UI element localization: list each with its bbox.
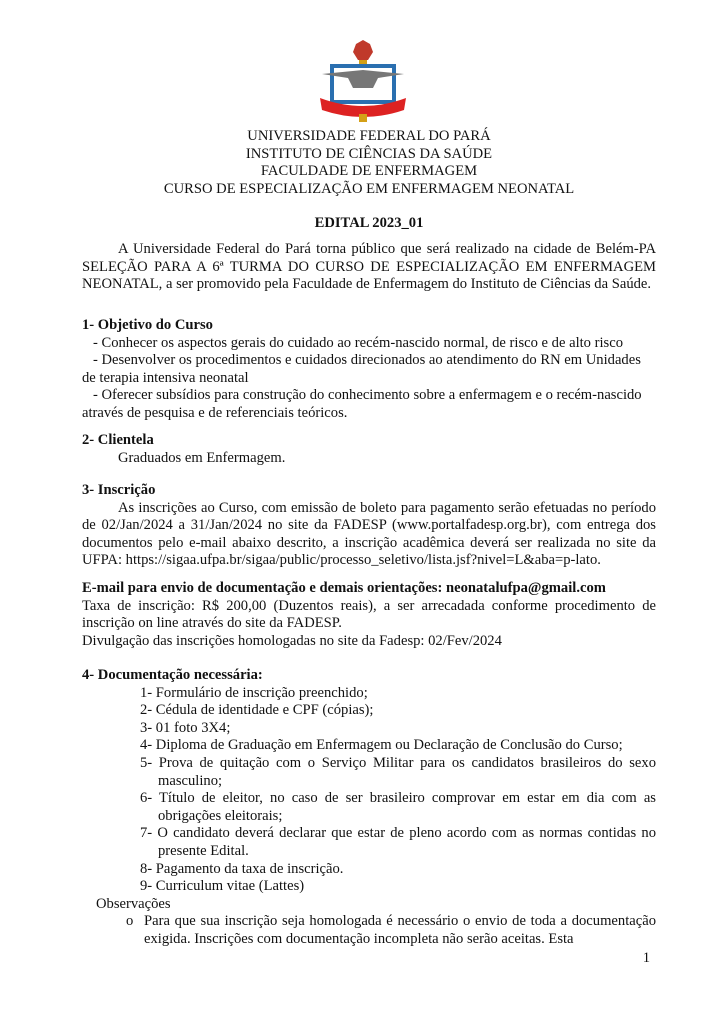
document-item: 4- Diploma de Graduação em Enfermagem ou Declaração de Conclusão do Curso;: [140, 737, 623, 754]
email-label: E-mail para envio de documentação e demais orientações:: [82, 580, 443, 596]
disclosure-text: Divulgação das inscrições homologadas no site da Fadesp: 02/Fev/2024: [82, 632, 502, 649]
section-registration: [82, 482, 656, 570]
section-clientele: [82, 432, 656, 467]
document-item: 9- Curriculum vitae (Lattes): [140, 878, 305, 895]
contact-block: [82, 580, 656, 650]
header-line: FACULDADE DE ENFERMAGEM: [260, 163, 478, 180]
objective-item: - Conhecer os aspectos gerais do cuidado ao recém-nascido normal, de risco e de alto risco: [82, 334, 623, 351]
document-item: 5- Prova de quitação com o Serviço Militar para os candidatos brasileiros do sexo masculino;: [140, 754, 656, 789]
observation-text: Para que sua inscrição seja homologada é necessário o envio de toda a documentação exigida. Inscrições com documentação incompleta não serão aceitas. Esta: [144, 913, 656, 947]
fee-text: Taxa de inscrição: R$ 200,00 (Duzentos reais), a ser arrecadada conforme procedimento de inscrição on line através do site da FADESP.: [82, 597, 656, 632]
objective-item: - Desenvolver os procedimentos e cuidados direcionados ao atendimento do RN em Unidades de terapia intensiva neonatal: [82, 352, 645, 386]
email-address[interactable]: neonatalufpa@gmail.com: [446, 580, 606, 596]
document-item: 3- 01 foto 3X4;: [140, 719, 231, 736]
section-objectives: [82, 317, 656, 423]
observations-heading: Observações: [96, 895, 171, 912]
document-item: 8- Pagamento da taxa de inscrição.: [140, 860, 344, 877]
institution-header: [82, 128, 656, 198]
document-item: 6- Título de eleitor, no caso de ser brasileiro comprovar em estar em dia com as obrigações eleitorais;: [140, 790, 656, 824]
page-number: 1: [642, 950, 650, 966]
document-item: 2- Cédula de identidade e CPF (cópias);: [140, 702, 374, 719]
document-item: 7- O candidato deverá declarar que estar de pleno acordo com as normas contidas no presente Edital.: [140, 825, 656, 859]
section-heading: 3- Inscrição: [82, 482, 156, 498]
section-heading: 2- Clientela: [82, 432, 154, 448]
section-heading: 1- Objetivo do Curso: [82, 317, 213, 333]
university-logo: [318, 40, 408, 124]
section-documentation: [82, 667, 656, 949]
intro-paragraph: A Universidade Federal do Pará torna público que será realizado na cidade de Belém-PA SELEÇÃO PARA A 6ª TURMA DO CURSO DE ESPECIALIZAÇÃO EM ENFERMAGEM NEONATAL, a ser promovido pela Faculdade de Enfermagem do Instituto de Ciências da Saúde.: [82, 241, 656, 293]
section-heading: 4- Documentação necessária:: [82, 667, 263, 683]
clientele-text: Graduados em Enfermagem.: [118, 449, 286, 466]
registration-text: As inscrições ao Curso, com emissão de boleto para pagamento serão efetuadas no período de 02/Jan/2024 a 31/Jan/2024 no site da FADESP (www.portalfadesp.org.br), com entrega dos documentos pelo e-mail abaixo descrito, a inscrição acadêmica deverá ser realizada no site da UFPA: https://sigaa.ufpa.br/sigaa/public/processo_seletivo/lista.jsf?nivel=L&aba=p-lato.: [82, 499, 656, 569]
objective-item: - Oferecer subsídios para construção do conhecimento sobre a enfermagem e o recém-nascido através de pesquisa e de referenciais teóricos.: [82, 387, 646, 421]
document-title: EDITAL 2023_01: [314, 215, 424, 231]
header-line: UNIVERSIDADE FEDERAL DO PARÁ: [247, 128, 491, 144]
bullet-icon: o: [126, 913, 134, 930]
header-line: CURSO DE ESPECIALIZAÇÃO EM ENFERMAGEM NEONATAL: [163, 180, 575, 197]
document-item: 1- Formulário de inscrição preenchido;: [140, 684, 368, 701]
header-line: INSTITUTO DE CIÊNCIAS DA SAÚDE: [245, 145, 493, 162]
